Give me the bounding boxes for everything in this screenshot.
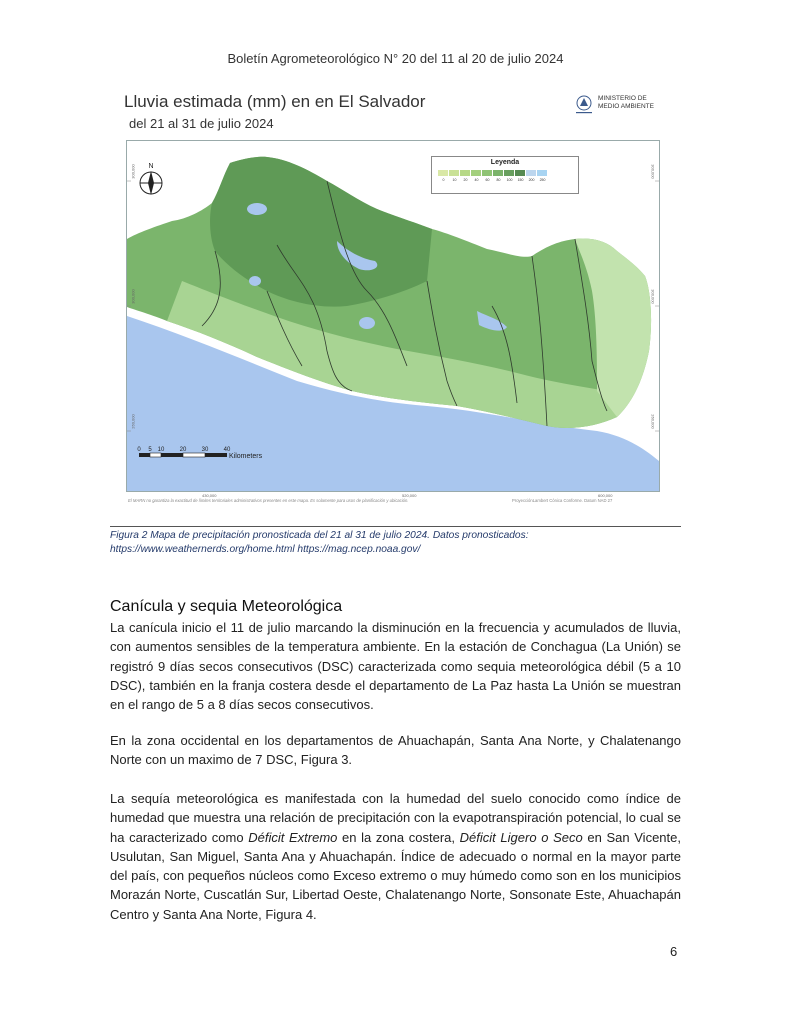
- paragraph-1: La canícula inicio el 11 de julio marcando la disminución en la frecuencia y acumulados de lluvia, con aumentos sensibles de la temperatura ambiente. En la estación de Conchagua (La Unión) se registró 9 días secos consecutivos (DSC) caracterizada como sequia meteorológica débil (5 a 10 DSC), también en la franja costera desde el departamento de La Paz hasta La Unión se muestran en el rango de 5 a 8 días secos consecutivos.: [110, 620, 681, 713]
- scale-tick-label: 5: [148, 447, 152, 453]
- north-label: N: [148, 163, 154, 170]
- legend-labels: [438, 178, 548, 182]
- lake-guija: [247, 203, 267, 215]
- legend-swatches: [438, 170, 548, 176]
- legend-swatch: [493, 170, 503, 176]
- lake-coatepeque: [249, 276, 261, 286]
- legend-swatch: [438, 170, 448, 176]
- lake-ilopango: [359, 317, 375, 329]
- map-disclaimer: El MARN no garantiza la exactitud de límites territoriales administrativos presentes en este mapa. Es solamente para usos de planificación y ubicación.: [128, 498, 409, 503]
- coord-right-top: 300,000: [650, 164, 656, 179]
- scale-tick-label: 10: [157, 447, 165, 453]
- legend-label: 10: [452, 178, 457, 182]
- legend-swatch: [482, 170, 492, 176]
- scale-tick-label: 30: [201, 447, 209, 453]
- map-title: Lluvia estimada (mm) en en El Salvador: [124, 92, 426, 111]
- coord-right-mid: 300,000: [650, 289, 656, 304]
- legend-swatch: [449, 170, 459, 176]
- ministry-line-2: MEDIO AMBIENTE: [598, 103, 654, 110]
- map-subtitle: del 21 al 31 de julio 2024: [129, 116, 274, 131]
- page-number: 6: [670, 944, 678, 959]
- paragraph-2: En la zona occidental en los departamentos de Ahuachapán, Santa Ana Norte, y Chalatenango Norte con un maximo de 7 DSC, Figura 3.: [110, 733, 681, 768]
- rainfall-map-figure: [120, 88, 666, 520]
- legend-label: 40: [474, 178, 479, 182]
- paragraph-3: [110, 789, 681, 924]
- legend-label: 60: [485, 178, 490, 182]
- caption-divider: [110, 526, 681, 527]
- legend-label: 20: [463, 178, 468, 182]
- ministry-seal-icon: [574, 94, 594, 116]
- legend-label: 200: [528, 178, 535, 182]
- paragraph-3-part-a: La sequía meteorológica es manifestada con la humedad del suelo conocido como índice de humedad que muestra una relación de precipitación con la evapotranspiración potencial, lo cual se ha caracterizado como: [110, 791, 681, 845]
- scale-tick-label: 20: [179, 447, 187, 453]
- figure-caption: [110, 529, 681, 557]
- scale-bar: [137, 443, 263, 473]
- coord-bottom-2: 520,000: [402, 493, 417, 498]
- ministry-line-1: MINISTERIO DE: [598, 95, 647, 102]
- legend-swatch: [460, 170, 470, 176]
- legend-label: 250: [539, 178, 546, 182]
- paragraph-3-part-e: en San Vicente, Usulutan, San Miguel, Santa Ana y Ahuachapán. Índice de adecuado o normal en la mayor parte del país, con pequeños núcleos como Exceso extremo o muy húmedo como son en los municipios Morazán Norte, Cuscatlán Sur, Libertad Oeste, Chalatenango Norte, Sonsonate Este, Ahuachapán Centro y Santa Ana Norte, Figura 4.: [110, 829, 681, 922]
- coord-left-mid: 300,000: [130, 289, 136, 304]
- scale-tick-labels: [137, 447, 231, 453]
- legend-label: 80: [496, 178, 501, 182]
- coord-left-bottom: 260,000: [130, 414, 136, 429]
- legend-swatch: [471, 170, 481, 176]
- legend-swatch: [537, 170, 547, 176]
- scale-unit: Kilometers: [229, 453, 263, 460]
- scale-tick-label: 0: [137, 447, 141, 453]
- coord-right-bottom: 260,000: [650, 414, 656, 429]
- section-title: Canícula y sequia Meteorológica: [110, 598, 343, 615]
- coord-left-top: 300,000: [130, 164, 136, 179]
- legend: [431, 156, 579, 194]
- legend-swatch: [515, 170, 525, 176]
- legend-swatch: [504, 170, 514, 176]
- legend-title: Leyenda: [490, 159, 520, 166]
- el-salvador-map: [127, 141, 659, 491]
- legend-label: 150: [517, 178, 524, 182]
- ministry-name: [598, 95, 668, 111]
- bulletin-header: Boletín Agrometeorológico N° 20 del 11 al 20 de julio 2024: [227, 51, 564, 66]
- coord-bottom-3: 600,000: [598, 493, 613, 498]
- deficit-ligero-term: Déficit Ligero o Seco: [459, 829, 583, 845]
- legend-label: 100: [506, 178, 513, 182]
- paragraph-3-part-c: en la zona costera,: [337, 829, 460, 845]
- scale-tick-label: 40: [223, 447, 231, 453]
- legend-label: 0: [442, 178, 445, 182]
- caption-line-1: Figura 2 Mapa de precipitación pronosticada del 21 al 31 de julio 2024. Datos pronosticados:: [110, 530, 529, 541]
- map-frame: [126, 140, 660, 492]
- caption-line-2: https://www.weathernerds.org/home.html https://mag.ncep.noaa.gov/: [110, 544, 421, 555]
- coord-bottom-1: 430,000: [202, 493, 217, 498]
- north-arrow-icon: [137, 161, 165, 197]
- deficit-extremo-term: Déficit Extremo: [248, 829, 338, 845]
- legend-swatch: [526, 170, 536, 176]
- map-projection: ProyecciónLambert Cónica Conforme. Datum NAD 27: [512, 498, 613, 503]
